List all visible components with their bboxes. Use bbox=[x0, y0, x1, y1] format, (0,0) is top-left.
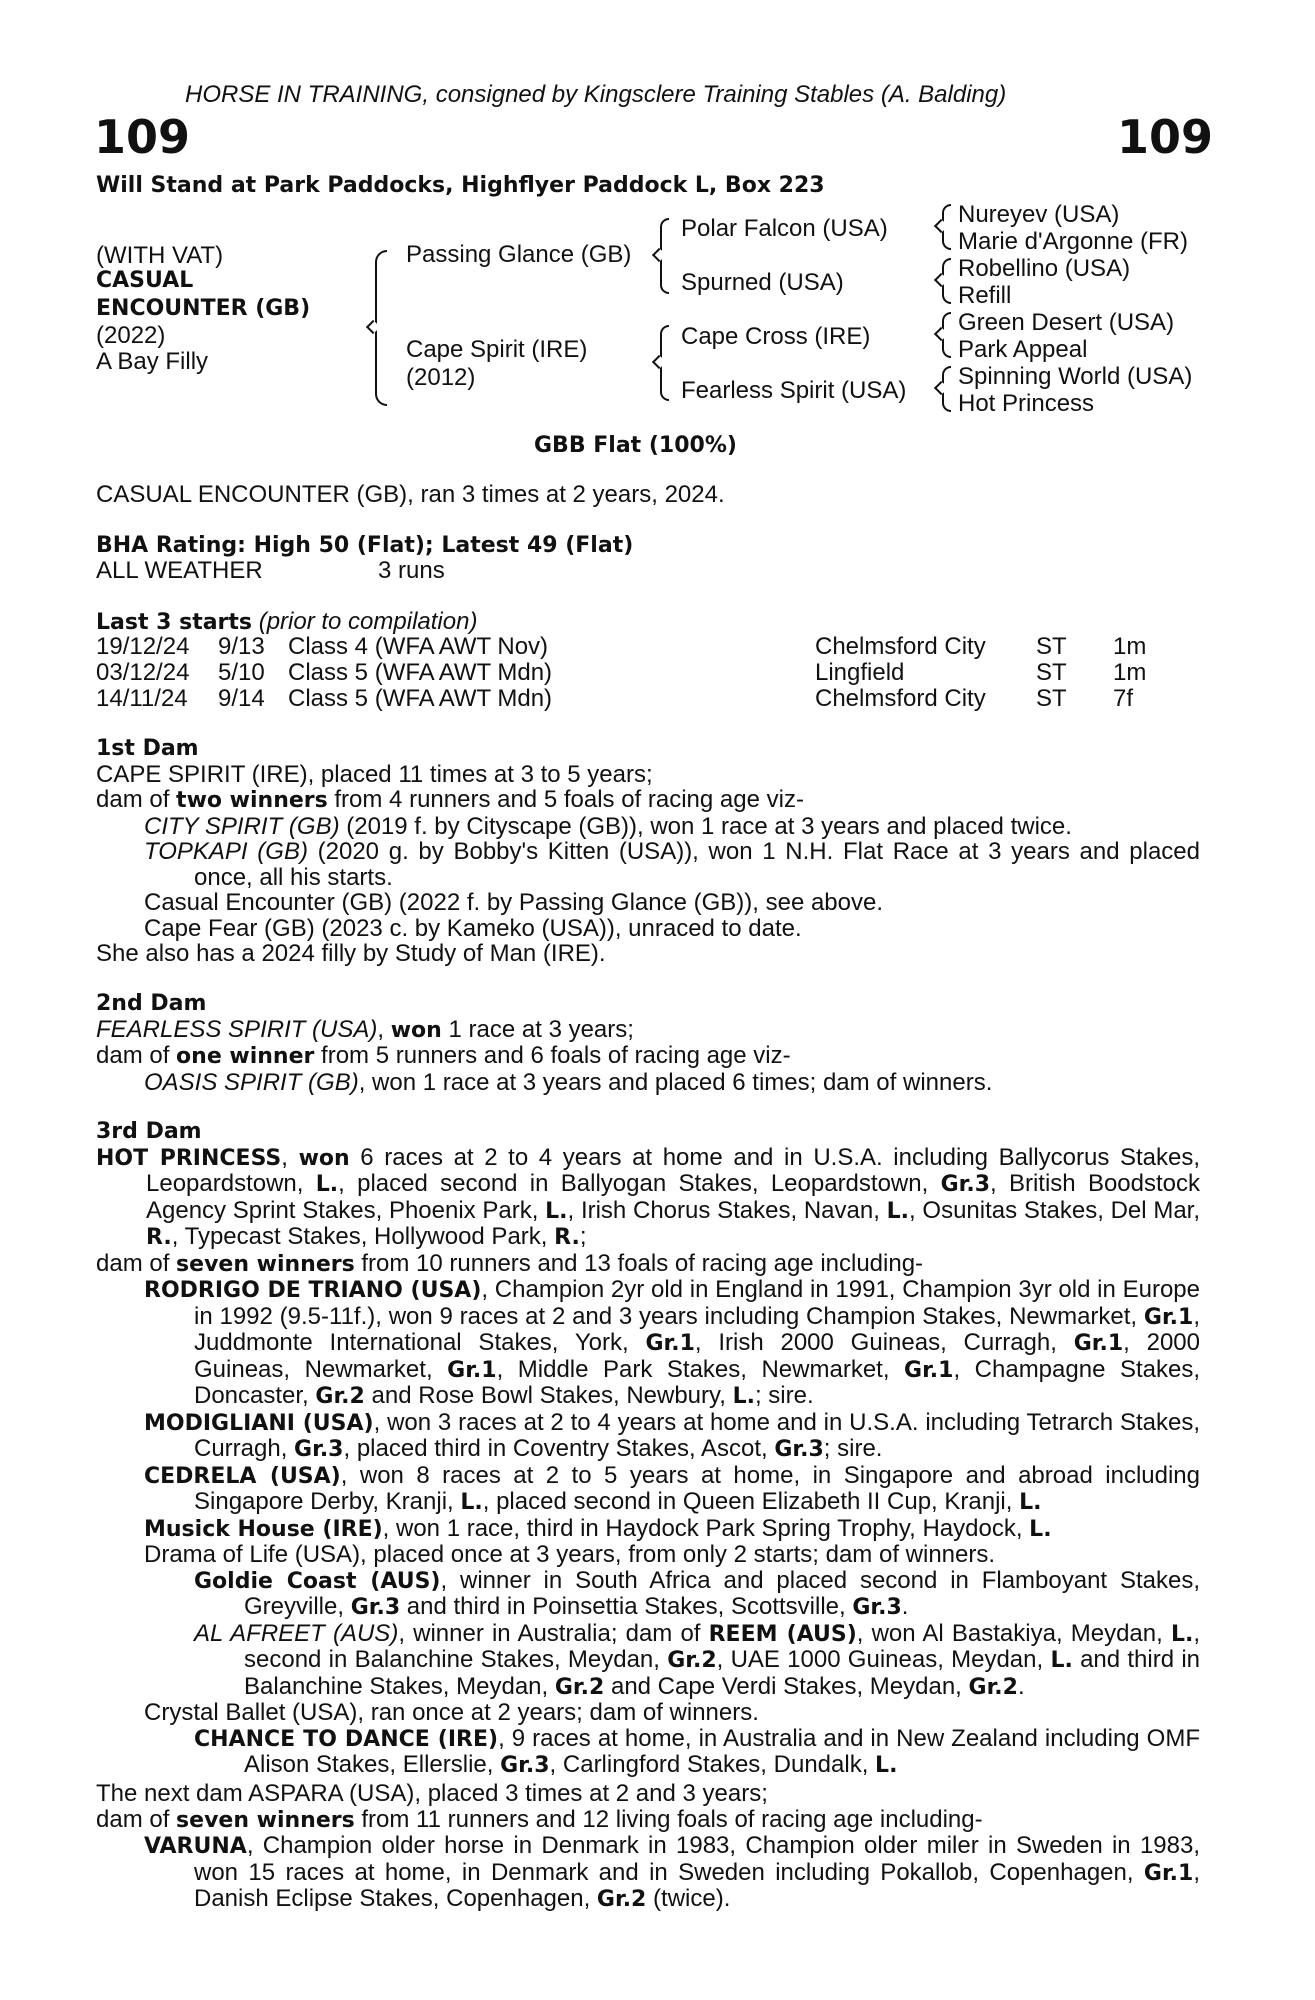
next-dam-produce-line: dam of seven winners from 11 runners and 12 living foals of racing age including- bbox=[96, 1805, 983, 1833]
gbb-status: GBB Flat (100%) bbox=[534, 433, 737, 458]
second-dam-line: FEARLESS SPIRIT (USA), won 1 race at 3 years; bbox=[96, 1015, 634, 1043]
produce-entry: TOPKAPI (GB) (2020 g. by Bobby's Kitten (USA)), won 1 N.H. Flat Race at 3 years and placed once, all his starts. bbox=[144, 838, 1201, 891]
second-dam-heading: 2nd Dam bbox=[96, 991, 207, 1016]
stand-location: Will Stand at Park Paddocks, Highflyer Paddock L, Box 223 bbox=[96, 173, 825, 198]
produce-entry: Casual Encounter (GB) (2022 f. by Passing Glance (GB)), see above. bbox=[144, 889, 884, 916]
third-dam-section bbox=[96, 1119, 1200, 1779]
first-dam-section bbox=[96, 736, 1200, 967]
produce-entry: CITY SPIRIT (GB) (2019 f. by Cityscape (GB)), won 1 race at 3 years and placed twice. bbox=[144, 812, 1072, 840]
first-dam-note: She also has a 2024 filly by Study of Man (IRE). bbox=[96, 940, 606, 967]
horse-name-line1: CASUAL bbox=[96, 268, 194, 293]
third-dam-heading: 3rd Dam bbox=[96, 1119, 202, 1144]
produce-entry: Musick House (IRE), won 1 race, third in Haydock Park Spring Trophy, Haydock, L. bbox=[144, 1514, 1052, 1542]
rating-surface: ALL WEATHER bbox=[96, 557, 263, 584]
bha-rating: BHA Rating: High 50 (Flat); Latest 49 (Flat) bbox=[96, 533, 634, 558]
pedigree-g7: Spinning World (USA) bbox=[958, 363, 1193, 390]
start-date: 14/11/24 bbox=[96, 685, 188, 712]
third-dam-produce-line: dam of seven winners from 10 runners and 13 foals of racing age including- bbox=[96, 1249, 924, 1277]
third-dam-record: HOT PRINCESS, won 6 races at 2 to 4 years at home and in U.S.A. including Ballycorus Stakes, Leopardstown, L., placed second in Ballyogan Stakes, Leopardstown, Gr.3, British Boodstock Agency Sprint Stakes, Phoenix Park, L., Irish Chorus Stakes, Navan, L., Osunitas Stakes, Del Mar, R., Typecast Stakes, Hollywood Park, R.; bbox=[96, 1143, 1201, 1250]
start-distance: 1m bbox=[1113, 659, 1147, 686]
start-position: 9/14 bbox=[218, 685, 265, 712]
vat-note: (WITH VAT) bbox=[96, 242, 224, 269]
start-distance: 1m bbox=[1113, 633, 1147, 660]
produce-entry: Cape Fear (GB) (2023 c. by Kameko (USA)), unraced to date. bbox=[144, 914, 802, 942]
next-dam-section bbox=[96, 1781, 1200, 1913]
pedigree-g5: Green Desert (USA) bbox=[958, 309, 1175, 336]
produce-entry: AL AFREET (AUS), winner in Australia; dam of REEM (AUS), won Al Bastakiya, Meydan, L., second in Balanchine Stakes, Meydan, Gr.2, UAE 1000 Guineas, Meydan, L. and third in Balanchine Stakes, Meydan, Gr.2 and Cape Verdi Stakes, Meydan, Gr.2. bbox=[194, 1619, 1201, 1700]
pedigree-dam-year: (2012) bbox=[406, 364, 476, 391]
start-course: Lingfield bbox=[815, 659, 905, 686]
start-race: Class 5 (WFA AWT Mdn) bbox=[288, 685, 553, 712]
horse-description: A Bay Filly bbox=[96, 348, 209, 375]
second-dam-section bbox=[96, 991, 1200, 1095]
pedigree-sire-sire: Polar Falcon (USA) bbox=[681, 215, 888, 242]
start-race: Class 4 (WFA AWT Nov) bbox=[288, 633, 549, 660]
produce-entry: Crystal Ballet (USA), ran once at 2 years; dam of winners. bbox=[144, 1699, 759, 1726]
lot-number-right: 109 bbox=[1117, 110, 1214, 164]
pedigree-sire: Passing Glance (GB) bbox=[406, 241, 632, 268]
produce-entry: CEDRELA (USA), won 8 races at 2 to 5 years at home, in Singapore and abroad including Singapore Derby, Kranji, L., placed second in Queen Elizabeth II Cup, Kranji, L. bbox=[144, 1461, 1201, 1515]
foaling-year: (2022) bbox=[96, 322, 166, 349]
first-dam-line: CAPE SPIRIT (IRE), placed 11 times at 3 to 5 years; bbox=[96, 760, 653, 788]
pedigree-g4: Refill bbox=[958, 282, 1012, 309]
pedigree-g2: Marie d'Argonne (FR) bbox=[958, 228, 1188, 255]
start-course: Chelmsford City bbox=[815, 633, 986, 660]
start-date: 19/12/24 bbox=[96, 633, 190, 660]
start-date: 03/12/24 bbox=[96, 659, 190, 686]
winner-count: two winners bbox=[176, 788, 328, 813]
produce-entry: MODIGLIANI (USA), won 3 races at 2 to 4 years at home and in U.S.A. including Tetrarch Stakes, Curragh, Gr.3, placed third in Coventry Stakes, Ascot, Gr.3; sire. bbox=[144, 1408, 1200, 1462]
rating-runs: 3 runs bbox=[378, 557, 445, 584]
last-starts-heading bbox=[96, 608, 477, 636]
produce-entry: VARUNA, Champion older horse in Denmark in 1983, Champion older miler in Sweden in 1983, won 15 races at home, in Denmark and in Sweden including Pokallob, Copenhagen, Gr.1, Danish Eclipse Stakes, Copenhagen, Gr.2 (twice). bbox=[144, 1832, 1200, 1912]
produce-entry: Drama of Life (USA), placed once at 3 years, from only 2 starts; dam of winners. bbox=[144, 1541, 996, 1568]
next-dam-line: The next dam ASPARA (USA), placed 3 times at 2 and 3 years; bbox=[96, 1780, 768, 1807]
start-position: 9/13 bbox=[218, 633, 265, 660]
first-dam-heading: 1st Dam bbox=[96, 736, 199, 761]
pedigree-g1: Nureyev (USA) bbox=[958, 201, 1120, 228]
last-starts-title: Last 3 starts bbox=[96, 610, 253, 635]
pedigree-sire-dam: Spurned (USA) bbox=[681, 269, 844, 296]
start-course: Chelmsford City bbox=[815, 685, 986, 712]
produce-entry: Goldie Coast (AUS), winner in South Africa and placed second in Flamboyant Stakes, Greyville, Gr.3 and third in Poinsettia Stakes, Scottsville, Gr.3. bbox=[194, 1566, 1200, 1620]
start-position: 5/10 bbox=[218, 659, 265, 686]
race-summary: CASUAL ENCOUNTER (GB), ran 3 times at 2 years, 2024. bbox=[96, 481, 725, 508]
second-dam-produce-line: dam of one winner from 5 runners and 6 foals of racing age viz- bbox=[96, 1042, 791, 1069]
produce-entry: CHANCE TO DANCE (IRE), 9 races at home, in Australia and in New Zealand including OMF Alison Stakes, Ellerslie, Gr.3, Carlingford Stakes, Dundalk, L. bbox=[194, 1724, 1200, 1778]
start-distance: 7f bbox=[1113, 685, 1134, 712]
start-going: ST bbox=[1036, 685, 1067, 712]
produce-entry: RODRIGO DE TRIANO (USA), Champion 2yr old in England in 1991, Champion 3yr old in Europe in 1992 (9.5-11f.), won 9 races at 2 and 3 years including Champion Stakes, Newmarket, Gr.1, Juddmonte International Stakes, York, Gr.1, Irish 2000 Guineas, Curragh, Gr.1, 2000 Guineas, Newmarket, Gr.1, Middle Park Stakes, Newmarket, Gr.1, Champagne Stakes, Doncaster, Gr.2 and Rose Bowl Stakes, Newbury, L.; sire. bbox=[144, 1276, 1200, 1409]
start-going: ST bbox=[1036, 659, 1067, 686]
pedigree-dam-sire: Cape Cross (IRE) bbox=[681, 323, 871, 350]
horse-name-line2: ENCOUNTER (GB) bbox=[96, 296, 311, 321]
start-race: Class 5 (WFA AWT Mdn) bbox=[288, 659, 553, 686]
pedigree-g3: Robellino (USA) bbox=[958, 255, 1131, 282]
lot-number-left: 109 bbox=[94, 110, 191, 164]
start-going: ST bbox=[1036, 633, 1067, 660]
pedigree-g6: Park Appeal bbox=[958, 336, 1088, 363]
pedigree-dam-dam: Fearless Spirit (USA) bbox=[681, 377, 907, 404]
pedigree-dam: Cape Spirit (IRE) bbox=[406, 336, 588, 363]
last-starts-note: (prior to compilation) bbox=[258, 608, 478, 635]
produce-entry: OASIS SPIRIT (GB), won 1 race at 3 years and placed 6 times; dam of winners. bbox=[144, 1068, 993, 1096]
pedigree-g8: Hot Princess bbox=[958, 390, 1095, 417]
consignment-line: HORSE IN TRAINING, consigned by Kingsclere Training Stables (A. Balding) bbox=[185, 81, 1007, 108]
first-dam-produce-line: dam of two winners from 4 runners and 5 foals of racing age viz- bbox=[96, 786, 804, 813]
